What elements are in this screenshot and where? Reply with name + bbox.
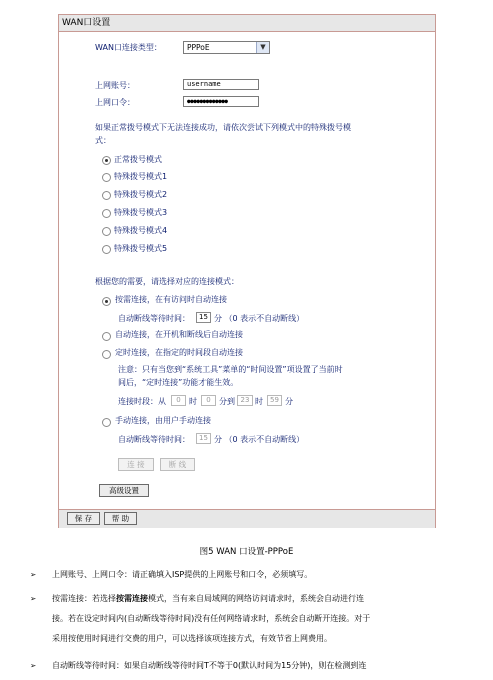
- timed-note-line2: 间后，“定时连接”功能才能生效。: [118, 378, 239, 387]
- conn-mode-auto-label: 自动连接，在开机和断线后自动连接: [115, 330, 243, 339]
- figure-caption: 图5 WAN 口设置-PPPoE: [199, 547, 294, 557]
- password-input[interactable]: ●●●●●●●●●●●●●: [183, 96, 259, 107]
- conn-type-label: WAN口连接类型：: [95, 43, 162, 52]
- conn-mode-radio-timed[interactable]: [102, 350, 111, 359]
- idle-time-unit: 分 （0 表示不自动断线）: [214, 314, 305, 323]
- idle-time-label-2: 自动断线等待时间：: [118, 435, 190, 444]
- dial-mode-label: 特殊拨号模式3: [114, 208, 168, 217]
- bullet-idle-text: 自动断线等待时间：如果自动断线等待时间T不等于0(默认时间为15分钟)，则在检测到连: [52, 661, 367, 670]
- idle-time-input[interactable]: 15: [196, 312, 211, 323]
- arrow-bullet-icon: ➢: [30, 594, 37, 603]
- conn-mode-radio-auto[interactable]: [102, 332, 111, 341]
- period-to-label: 分到: [219, 397, 235, 406]
- wan-settings-panel: [58, 14, 436, 528]
- conn-mode-manual-label: 手动连接，由用户手动连接: [115, 416, 211, 425]
- conn-mode-demand-label: 按需连接，在有访问时自动连接: [115, 295, 227, 304]
- arrow-bullet-icon: ➢: [30, 570, 37, 579]
- period-minute-label: 分: [285, 397, 293, 406]
- arrow-bullet-icon: ➢: [30, 661, 37, 670]
- bullet-demand-line2: 接。若在设定时间内(自动断线等待时间)没有任何网络请求时，系统会自动断开连接。对于: [52, 614, 371, 623]
- bullet-demand-line1: [52, 594, 364, 604]
- timed-note-line1: 注意：只有当您到“系统工具”菜单的“时间设置”项设置了当前时: [118, 365, 343, 374]
- panel-footer: [59, 509, 435, 528]
- account-label: 上网账号：: [95, 81, 135, 90]
- conn-mode-timed-label: 定时连接，在指定的时间段自动连接: [115, 348, 243, 357]
- period-hour-label: 时: [189, 397, 197, 406]
- dial-mode-radio-4[interactable]: [102, 227, 111, 236]
- dial-mode-label: 正常拨号模式: [114, 155, 162, 164]
- dial-mode-label: 特殊拨号模式1: [114, 172, 168, 181]
- dial-mode-radio-5[interactable]: [102, 245, 111, 254]
- bullet-demand-bold: 按需连接: [116, 594, 148, 603]
- idle-time-input-2[interactable]: 15: [196, 433, 211, 444]
- bullet-demand-text-a: 按需连接：若选择: [52, 594, 116, 603]
- account-input[interactable]: username: [183, 79, 259, 90]
- bullet-account-text: 上网账号、上网口令：请正确填入ISP提供的上网账号和口令，必须填写。: [52, 570, 313, 579]
- dial-hint-line2: 式：: [95, 136, 111, 145]
- conn-mode-radio-manual[interactable]: [102, 418, 111, 427]
- dial-mode-label: 特殊拨号模式2: [114, 190, 168, 199]
- period-from-minute-input[interactable]: 0: [201, 395, 216, 406]
- password-label: 上网口令：: [95, 98, 135, 107]
- advanced-settings-button[interactable]: 高级设置: [99, 484, 149, 497]
- dial-mode-label: 特殊拨号模式5: [114, 244, 168, 253]
- dial-mode-radio-normal[interactable]: [102, 156, 111, 165]
- conn-mode-hint: 根据您的需要，请选择对应的连接模式：: [95, 277, 239, 286]
- conn-mode-radio-demand[interactable]: [102, 297, 111, 306]
- dial-mode-radio-1[interactable]: [102, 173, 111, 182]
- dial-mode-radio-2[interactable]: [102, 191, 111, 200]
- connect-button[interactable]: 连 接: [118, 458, 154, 471]
- period-from-hour-input[interactable]: 0: [171, 395, 186, 406]
- conn-type-value: PPPoE: [187, 43, 210, 52]
- dial-mode-radio-3[interactable]: [102, 209, 111, 218]
- idle-time-unit-2: 分 （0 表示不自动断线）: [214, 435, 305, 444]
- panel-title: WAN口设置: [59, 15, 435, 32]
- period-hour-label-2: 时: [255, 397, 263, 406]
- period-to-minute-input[interactable]: 59: [267, 395, 282, 406]
- period-label: 连接时段：从: [118, 397, 166, 406]
- period-to-hour-input[interactable]: 23: [237, 395, 253, 406]
- bullet-demand-line3: 采用按使用时间进行交费的用户，可以选择该项连接方式，有效节省上网费用。: [52, 634, 332, 643]
- save-button[interactable]: 保 存: [67, 512, 100, 525]
- dial-mode-label: 特殊拨号模式4: [114, 226, 168, 235]
- idle-time-label: 自动断线等待时间：: [118, 314, 190, 323]
- chevron-down-icon[interactable]: ▼: [256, 42, 269, 53]
- dial-hint-line1: 如果正常拨号模式下无法连接成功，请依次尝试下列模式中的特殊拨号模: [95, 123, 351, 132]
- disconnect-button[interactable]: 断 线: [160, 458, 195, 471]
- conn-type-select[interactable]: [183, 41, 270, 54]
- bullet-demand-text-c: 模式，当有来自局域网的网络访问请求时，系统会自动进行连: [148, 594, 364, 603]
- help-button[interactable]: 帮 助: [104, 512, 137, 525]
